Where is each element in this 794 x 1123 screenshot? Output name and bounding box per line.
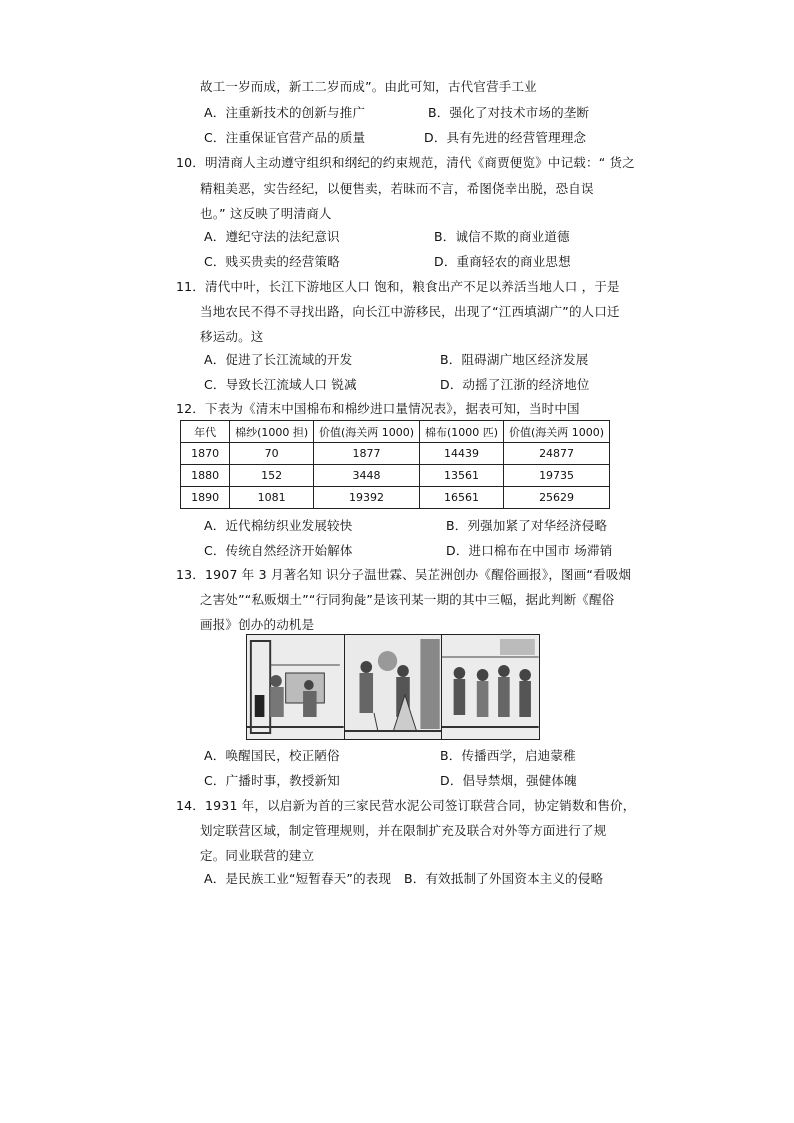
table-cell: 14439 <box>419 443 503 465</box>
q10-option-a: A．遵纪守法的法纪意识 <box>204 229 340 244</box>
table-header-row <box>181 421 610 443</box>
q14-stem-line-1: 14．1931 年，以启新为首的三家民营水泥公司签订联营合同，协定销数和售价， <box>176 798 636 813</box>
q9-option-d: D．具有先进的经营管理理念 <box>424 130 587 145</box>
table-cell: 13561 <box>419 465 503 487</box>
table-cell: 1870 <box>181 443 230 465</box>
table-cell: 1877 <box>314 443 420 465</box>
table-row <box>181 487 610 509</box>
table-cell: 1880 <box>181 465 230 487</box>
q14-option-a: A．是民族工业“短暂春天”的表现 <box>204 871 392 886</box>
table-cell: 3448 <box>314 465 420 487</box>
q13-option-c: C．广播时事，教授新知 <box>204 773 340 788</box>
q14-stem-line-3: 定。同业联营的建立 <box>200 848 315 863</box>
q10-stem-line-3: 也。” 这反映了明清商人 <box>200 206 332 221</box>
table-cell: 16561 <box>419 487 503 509</box>
col-header-cloth-value: 价值(海关两 1000) <box>504 421 610 443</box>
woodcut-illustration <box>246 634 540 740</box>
q10-stem-line-1: 10．明清商人主动遵守组织和纲纪的约束规范，清代《商贾便览》中记载：“ 货之 <box>176 155 635 170</box>
q13-option-a: A．唤醒国民，校正陋俗 <box>204 748 340 763</box>
q11-stem-line-1: 11．清代中叶，长江下游地区人口 饱和，粮食出产不足以养活当地人口 ，于是 <box>176 279 620 294</box>
col-header-yarn-value: 价值(海关两 1000) <box>314 421 420 443</box>
q11-option-d: D．动摇了江浙的经济地位 <box>440 377 590 392</box>
q9-option-a: A．注重新技术的创新与推广 <box>204 105 366 120</box>
q10-option-c: C．贱买贵卖的经营策略 <box>204 254 340 269</box>
q13-option-b: B．传播西学，启迪蒙稚 <box>440 748 576 763</box>
table-cell: 24877 <box>504 443 610 465</box>
q9-text-line: 故工一岁而成，新工二岁而成”。由此可知，古代官营手工业 <box>200 79 537 94</box>
table-cell: 70 <box>230 443 314 465</box>
q11-stem-line-3: 移运动。这 <box>200 329 264 344</box>
q11-option-a: A．促进了长江流域的开发 <box>204 352 353 367</box>
table-cell: 1081 <box>230 487 314 509</box>
table-row <box>181 465 610 487</box>
q11-option-b: B．阻碍湖广地区经济发展 <box>440 352 589 367</box>
q9-option-b: B．强化了对技术市场的垄断 <box>428 105 590 120</box>
illustration-panel-1 <box>247 635 345 739</box>
table-cell: 25629 <box>504 487 610 509</box>
col-header-yarn-qty: 棉纱(1000 担) <box>230 421 314 443</box>
q11-stem-line-2: 当地农民不得不寻找出路，向长江中游移民，出现了“江西填湖广”的人口迁 <box>200 304 620 319</box>
q12-option-d: D．进口棉布在中国市 场滞销 <box>446 543 613 558</box>
col-header-cloth-qty: 棉布(1000 匹) <box>419 421 503 443</box>
q12-option-b: B．列强加紧了对华经济侵略 <box>446 518 608 533</box>
cotton-import-table <box>180 420 610 509</box>
q13-stem-line-1: 13．1907 年 3 月著名知 识分子温世霖、吴芷洲创办《醒俗画报》，图画“看吸烟 <box>176 567 632 582</box>
q14-stem-line-2: 划定联营区域，制定管理规则，并在限制扩充及联合对外等方面进行了规 <box>200 823 607 838</box>
q10-stem-line-2: 精粗美恶，实告经纪，以便售卖，若昧而不言，希图侥幸出脱，恐自误 <box>200 181 594 196</box>
q11-option-c: C．导致长江流域人口 锐减 <box>204 377 357 392</box>
q13-stem-line-2: 之害处”“私贩烟土”“行同狗彘”是该刊某一期的其中三幅，据此判断《醒俗 <box>200 592 615 607</box>
table-row <box>181 443 610 465</box>
q12-stem-line-1: 12．下表为《清末中国棉布和棉纱进口量情况表》，据表可知，当时中国 <box>176 401 580 416</box>
q13-option-d: D．倡导禁烟，强健体魄 <box>440 773 577 788</box>
col-header-year: 年代 <box>181 421 230 443</box>
q10-option-d: D．重商轻农的商业思想 <box>434 254 571 269</box>
table-cell: 19392 <box>314 487 420 509</box>
table-cell: 152 <box>230 465 314 487</box>
table-cell: 1890 <box>181 487 230 509</box>
q14-option-b: B．有效抵制了外国资本主义的侵略 <box>404 871 604 886</box>
illustration-panel-2 <box>345 635 443 739</box>
q12-option-a: A．近代棉纺织业发展较快 <box>204 518 353 533</box>
table-cell: 19735 <box>504 465 610 487</box>
q13-stem-line-3: 画报》创办的动机是 <box>200 617 315 632</box>
q12-option-c: C．传统自然经济开始解体 <box>204 543 353 558</box>
q9-option-c: C．注重保证官营产品的质量 <box>204 130 366 145</box>
q10-option-b: B．诚信不欺的商业道德 <box>434 229 570 244</box>
illustration-panel-3 <box>442 635 539 739</box>
